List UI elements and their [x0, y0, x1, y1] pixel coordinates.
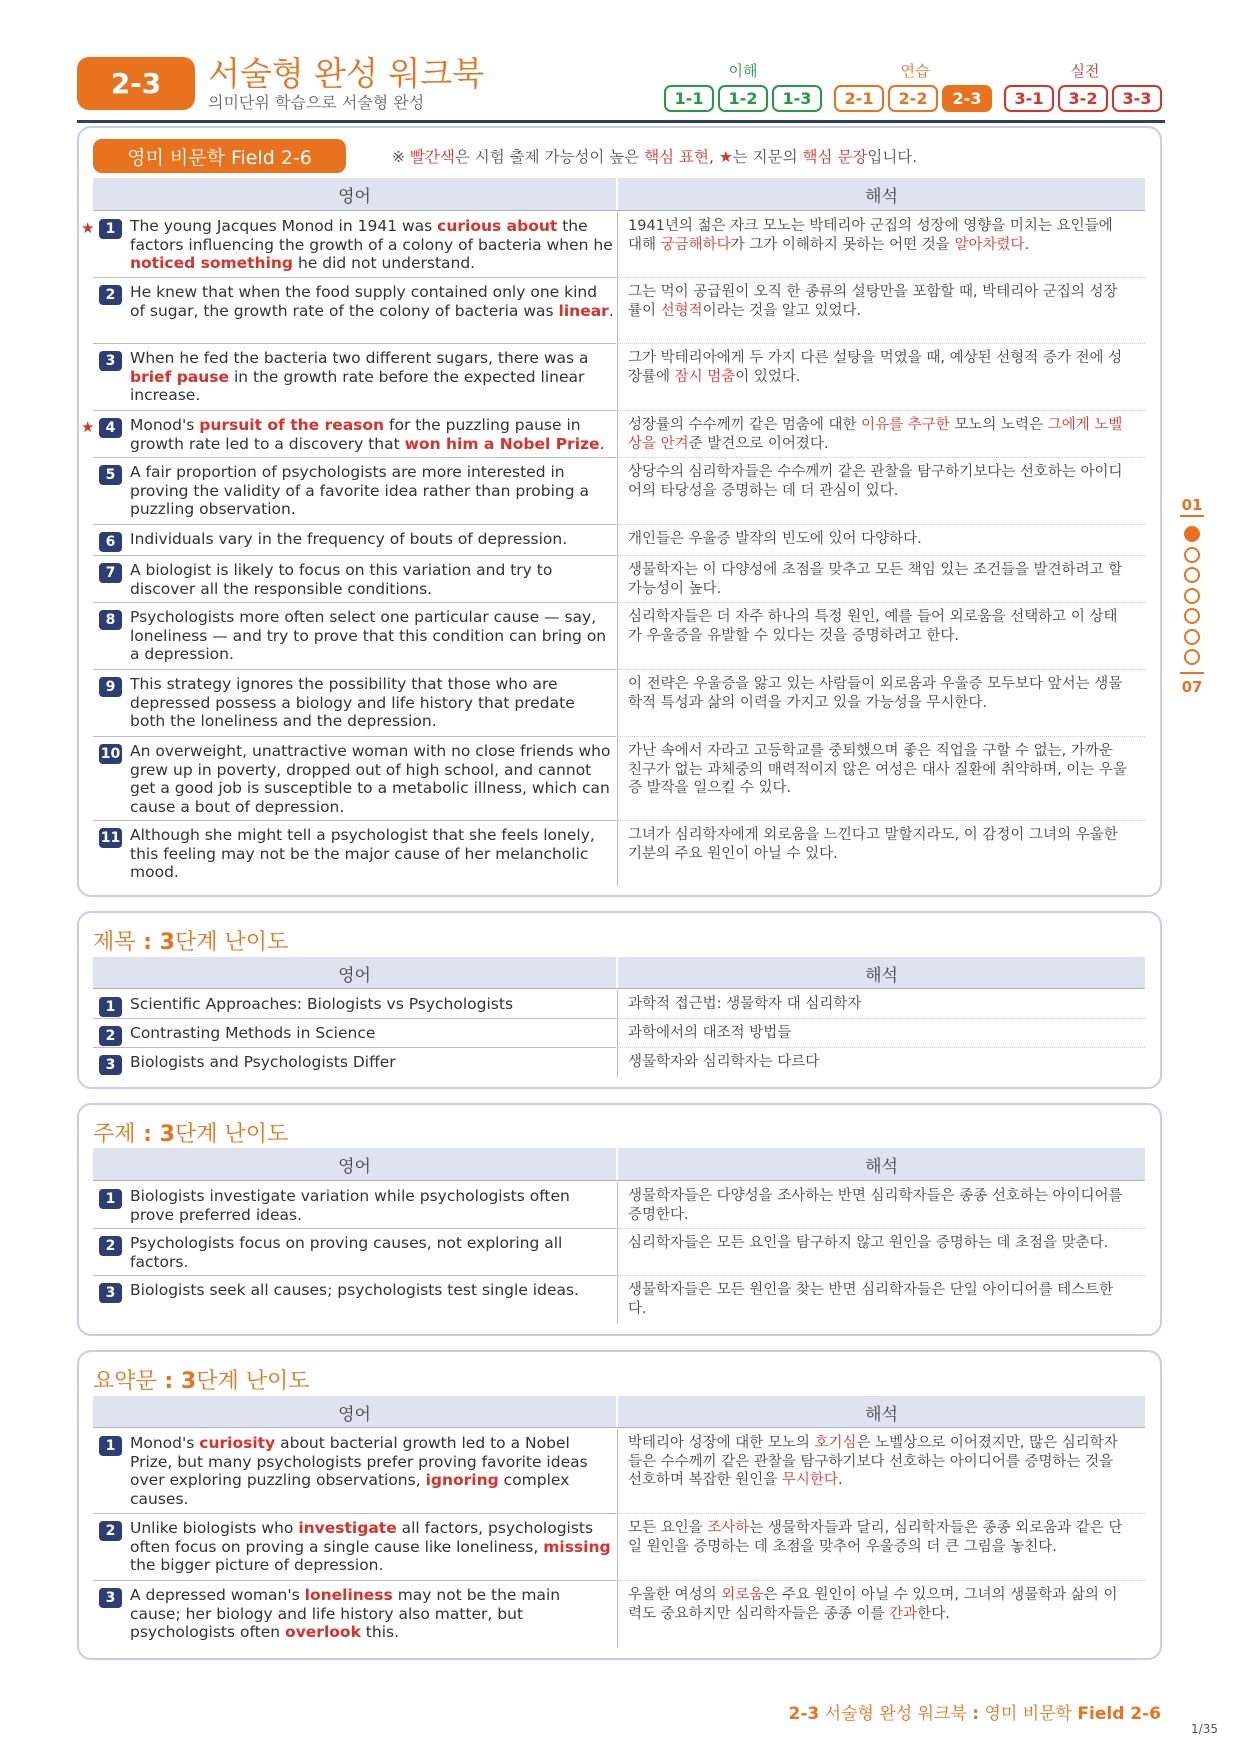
text-segment: 성장률의 수수께끼 같은 멈춤에 대한 [628, 417, 862, 433]
title-header-underline [93, 988, 1145, 989]
key-expression: 궁금해하다 [660, 236, 731, 253]
english-sentence [130, 283, 614, 320]
page-title: 서술형 완성 워크북 [208, 54, 485, 93]
sentence-row [93, 670, 1145, 737]
text-segment: 그는 먹이 공급원이 오직 한 종류의 설탕만을 포함할 때, 박테리아 군집의 성장률이 [628, 284, 1118, 319]
text-segment: Biologists seek all causes; psychologists test single ideas. [130, 1281, 579, 1299]
level-step-3-3[interactable]: 3-3 [1112, 85, 1162, 112]
text-segment: . [599, 434, 605, 453]
text-segment: 생물학자들은 다양성을 조사하는 반면 심리학자들은 종종 선호하는 아이디어를 증명한다. [628, 1188, 1123, 1223]
text-segment: Unlike biologists who [130, 1519, 299, 1537]
text-segment: An overweight, unattractive woman with no close friends who grew up in poverty, dropped out of high school, and cannot get a good job is susceptible to a metabolic illness, which can cause a bout of depression. [130, 742, 611, 816]
text-segment: 가난 속에서 자라고 고등학교를 중퇴했으며 좋은 직업을 구할 수 없는, 가까운 친구가 없는 과체중의 매력적이지 않은 여성은 대사 질환에 취약하며, 이는 우울증 발작을 일으킬 수 있다. [628, 743, 1127, 796]
progress-dot[interactable] [1184, 629, 1200, 645]
english-sentence [130, 675, 614, 731]
level-step-2-2[interactable]: 2-2 [888, 85, 938, 112]
key-expression: 외로움 [721, 1587, 764, 1603]
korean-translation [628, 416, 1128, 453]
header-divider [77, 120, 1165, 123]
sentence-row [93, 1581, 1145, 1648]
text-segment: Psychologists more often select one particular cause — say, loneliness — and try to prove that this condition can bring on a depression. [130, 608, 607, 663]
key-expression: won him a Nobel Prize [404, 434, 600, 453]
text-segment: 는 생물학자들과 달리, 심리학자들은 종종 외로움과 같은 단일 원인을 증명하는 데 초점을 맞추어 우울증의 더 큰 그림을 놓친다. [628, 1520, 1123, 1555]
level-step-1-2[interactable]: 1-2 [718, 85, 768, 112]
sentence-number: 3 [99, 1588, 122, 1608]
text-segment: 개인들은 우울증 발작의 빈도에 있어 다양하다. [628, 531, 922, 547]
sentence-row [93, 1048, 1145, 1077]
text-segment: in the growth rate before the expected linear increase. [130, 367, 585, 404]
sentence-number: 1 [99, 219, 122, 239]
title-column-english: 영어 [93, 957, 616, 989]
sentence-row [81, 212, 1145, 278]
text-segment: 박테리아 성장에 대한 모노의 [628, 1435, 815, 1451]
key-expression: 이유를 추구한 [861, 417, 950, 433]
sentence-row [93, 1429, 1145, 1514]
korean-translation [628, 1187, 1128, 1224]
text-segment: Psychologists focus on proving causes, not exploring all factors. [130, 1234, 563, 1271]
key-expression: loneliness [304, 1586, 393, 1604]
text-segment: A fair proportion of psychologists are more interested in proving the validity of a favorite idea rather than probing a puzzling observation. [130, 463, 589, 518]
korean-translation [628, 1053, 1128, 1072]
text-segment: . [608, 301, 614, 320]
korean-translation [628, 826, 1128, 863]
korean-translation [628, 1434, 1128, 1490]
sentence-number: 3 [99, 351, 122, 371]
sentence-row [93, 603, 1145, 670]
english-sentence [130, 1519, 614, 1575]
text-segment: 한다. [917, 1605, 950, 1622]
text-segment: 이 전략은 우울증을 앓고 있는 사람들이 외로움과 우울증 모두보다 앞서는 생물학적 특성과 삶의 이력을 가지고 있을 가능성을 무시한다. [628, 676, 1123, 711]
text-segment: 모든 요인을 [628, 1520, 708, 1536]
sentence-number: 1 [99, 1436, 122, 1456]
text-segment: Monod's [130, 1434, 200, 1452]
korean-translation [628, 1586, 1128, 1623]
text-segment: 과학적 접근법: 생물학자 대 심리학자 [628, 996, 862, 1012]
title-section-heading: 제목 : 3단계 난이도 [93, 930, 289, 955]
sentence-number: 4 [99, 418, 122, 438]
sentence-number: 2 [99, 1236, 122, 1256]
key-expression: noticed something [130, 254, 294, 272]
text-segment: 준 발견으로 이어졌다. [688, 435, 829, 452]
level-step-3-1[interactable]: 3-1 [1004, 85, 1054, 112]
title-column-translation: 해석 [618, 957, 1145, 989]
key-sentence-star-icon: ★ [81, 418, 95, 436]
key-expression: linear [558, 301, 609, 320]
text-segment: 가 그가 이해하지 못하는 어떤 것을 [730, 236, 955, 253]
text-segment: 1941년의 젊은 자크 모노는 박테리아 군집의 성장에 영향을 미치는 요인들에 대해 [628, 218, 1113, 253]
level-step-1-1[interactable]: 1-1 [664, 85, 714, 112]
key-expression: curiosity [199, 1434, 276, 1452]
text-segment: 생물학자는 이 다양성에 초점을 맞추고 모든 책임 있는 조건들을 발견하려고 할 가능성이 높다. [628, 562, 1123, 597]
text-segment: Individuals vary in the frequency of bouts of depression. [130, 530, 568, 548]
sentence-number: 1 [99, 997, 122, 1017]
korean-translation [628, 1281, 1128, 1318]
korean-translation [628, 463, 1128, 500]
text-segment: Biologists and Psychologists Differ [130, 1053, 396, 1071]
sentence-number: 11 [100, 830, 121, 846]
text-segment: 은 주요 원인이 아닐 수 있으며, 그녀의 생물학과 삶의 이력도 중요하지만 심리학자들은 종종 이를 [628, 1587, 1118, 1622]
level-group-understand: 이해 [728, 62, 758, 80]
text-segment: all factors, psychologists often focus on proving a single cause like loneliness, [130, 1519, 594, 1556]
key-expression: 무시한다 [781, 1472, 838, 1488]
legend-note: ※ 빨간색은 시험 출제 가능성이 높은 핵심 표현, ★는 지문의 핵심 문장입니다. [392, 148, 918, 166]
english-sentence [130, 1234, 614, 1271]
column-header-translation: 해석 [618, 178, 1145, 210]
text-segment: When he fed the bacteria two different sugars, there was a [130, 349, 589, 367]
text-segment: Scientific Approaches: Biologists vs Psychologists [130, 995, 514, 1013]
text-segment: 그녀가 심리학자에게 외로움을 느낀다고 말할지라도, 이 감정이 그녀의 우울한 기분의 주요 원인이 아닐 수 있다. [628, 827, 1118, 862]
english-sentence [130, 463, 614, 519]
text-segment: A depressed woman's [130, 1586, 305, 1604]
key-expression: 호기심 [814, 1435, 857, 1451]
korean-translation [628, 675, 1128, 712]
summary-column-translation: 해석 [618, 1396, 1145, 1428]
english-sentence [130, 826, 614, 882]
text-segment: 심리학자들은 모든 요인을 탐구하지 않고 원인을 증명하는 데 초점을 맞춘다. [628, 1235, 1109, 1251]
english-sentence [130, 217, 614, 273]
sentence-row [93, 1229, 1145, 1276]
korean-translation [628, 283, 1128, 320]
sentence-row [93, 344, 1145, 411]
level-step-1-3[interactable]: 1-3 [772, 85, 822, 112]
text-segment: He knew that when the food supply contained only one kind of sugar, the growth rate of the colony of bacteria was [130, 283, 598, 320]
sentence-row [93, 278, 1145, 344]
sentence-number: 5 [99, 465, 122, 485]
progress-dot[interactable] [1184, 526, 1200, 542]
text-segment: Contrasting Methods in Science [130, 1024, 376, 1042]
text-segment: A biologist is likely to focus on this variation and try to discover all the responsible conditions. [130, 561, 553, 598]
key-expression: overlook [285, 1623, 361, 1641]
text-segment: 생물학자와 심리학자는 다르다 [628, 1054, 820, 1070]
page-number: 1/35 [1191, 1722, 1218, 1736]
theme-column-english: 영어 [93, 1148, 616, 1180]
korean-translation [628, 1519, 1128, 1556]
text-segment: . [1024, 236, 1030, 253]
english-sentence [130, 1187, 614, 1224]
text-segment: 모노의 노력은 [949, 417, 1048, 433]
key-sentence-star-icon: ★ [81, 219, 95, 237]
key-expression: 조사하 [707, 1520, 750, 1536]
text-segment: he did not understand. [293, 254, 476, 272]
korean-translation [628, 995, 1128, 1014]
korean-translation [628, 1024, 1128, 1043]
text-segment: 은 노벨상으로 이어졌지만, 많은 심리학자들은 수수께끼 같은 관찰을 탐구하기보다 선호하는 아이디어를 증명하는 것을 선호하며 복잡한 원인을 [628, 1435, 1118, 1488]
text-segment: This strategy ignores the possibility that those who are depressed possess a biology and life history that predate both the loneliness and the depression. [130, 675, 575, 730]
text-segment: Although she might tell a psychologist that she feels lonely, this feeling may not be the major cause of her melancholic mood. [130, 826, 595, 881]
text-segment: may not be the main cause; her biology and life history also matter, but psychologists often [130, 1586, 561, 1641]
korean-translation [628, 217, 1128, 254]
text-segment: 이라는 것을 알고 있었다. [702, 302, 862, 319]
text-segment: The young Jacques Monod in 1941 was [130, 217, 438, 235]
english-sentence [130, 742, 614, 816]
text-segment: 그가 박테리아에게 두 가지 다른 설탕을 먹였을 때, 예상된 선형적 증가 전에 성장률에 [628, 350, 1123, 385]
unit-badge: 2-3 [77, 57, 195, 110]
sentence-number: 2 [99, 1521, 122, 1541]
english-sentence [130, 530, 614, 549]
text-segment: the factors influencing the growth of a colony of bacteria when he [130, 217, 613, 254]
english-sentence [130, 995, 614, 1014]
text-segment: Monod's [130, 416, 200, 434]
english-sentence [130, 1024, 614, 1043]
progress-dot[interactable] [1184, 567, 1200, 583]
theme-header-underline [93, 1180, 1145, 1181]
key-expression: brief pause [130, 367, 230, 386]
progress-dot[interactable] [1184, 608, 1200, 624]
level-step-2-1[interactable]: 2-1 [834, 85, 884, 112]
sentence-number: 2 [99, 285, 122, 305]
sentence-number: 2 [99, 1026, 122, 1046]
sentence-row [93, 1019, 1145, 1048]
key-expression: 알아차렸다 [954, 236, 1025, 253]
key-expression: 그에게 노벨상을 안겨 [628, 417, 1123, 452]
key-expression: missing [543, 1537, 611, 1556]
english-sentence [130, 1434, 614, 1508]
sentence-number: 10 [100, 746, 121, 762]
column-header-english: 영어 [93, 178, 616, 210]
key-expression: investigate [298, 1519, 397, 1537]
english-sentence [130, 608, 614, 664]
progress-bottom-bar [1180, 672, 1204, 674]
korean-translation [628, 561, 1128, 598]
korean-translation [628, 349, 1128, 386]
korean-translation [628, 742, 1128, 798]
key-expression: ignoring [425, 1471, 499, 1489]
text-segment: 우울한 여성의 [628, 1587, 722, 1603]
text-segment: 과학에서의 대조적 방법들 [628, 1025, 792, 1041]
level-step-2-3[interactable]: 2-3 [942, 85, 992, 112]
english-sentence [130, 1586, 614, 1642]
sentence-number: 1 [99, 1189, 122, 1209]
english-sentence [130, 1281, 614, 1300]
sentence-row [93, 1182, 1145, 1229]
field-tag: 영미 비문학 Field 2-6 [93, 139, 346, 173]
sentence-row [93, 556, 1145, 603]
footer-caption: 2-3 서술형 완성 워크북 : 영미 비문학 Field 2-6 [788, 1704, 1161, 1724]
key-expression: 간과 [889, 1605, 918, 1622]
sentence-number: 9 [99, 677, 122, 697]
english-sentence [130, 416, 614, 453]
korean-translation [628, 1234, 1128, 1253]
sentence-row [93, 1276, 1145, 1324]
level-step-3-2[interactable]: 3-2 [1058, 85, 1108, 112]
key-expression: curious about [437, 217, 558, 235]
sentence-number: 3 [99, 1055, 122, 1075]
text-segment: this. [360, 1623, 400, 1641]
progress-dot[interactable] [1184, 649, 1200, 665]
korean-translation [628, 530, 1128, 549]
level-group-real: 실전 [1070, 62, 1100, 80]
key-expression: pursuit of the reason [199, 416, 385, 434]
sentence-number: 6 [99, 532, 122, 552]
text-segment: complex causes. [130, 1471, 570, 1508]
text-segment: the bigger picture of depression. [130, 1556, 384, 1574]
text-segment: . [837, 1472, 843, 1488]
english-sentence [130, 1053, 614, 1072]
theme-column-translation: 해석 [618, 1148, 1145, 1180]
summary-section-heading: 요약문 : 3단계 난이도 [93, 1369, 310, 1394]
progress-end-label: 07 [1181, 678, 1203, 696]
header-underline [93, 210, 1145, 211]
sentence-row [93, 458, 1145, 525]
sentence-row [81, 411, 1145, 458]
key-expression: 잠시 멈춤 [674, 368, 736, 385]
sentence-number: 8 [99, 610, 122, 630]
sentence-row [93, 821, 1145, 887]
progress-start-label: 01 [1181, 496, 1203, 514]
text-segment: 이 있었다. [735, 368, 801, 385]
text-segment: 생물학자들은 모든 원인을 찾는 반면 심리학자들은 단일 아이디어를 테스트한다. [628, 1282, 1114, 1317]
sentence-row [93, 1514, 1145, 1581]
progress-dot[interactable] [1184, 588, 1200, 604]
sentence-number: 3 [99, 1283, 122, 1303]
sentence-row [93, 737, 1145, 821]
summary-header-underline [93, 1427, 1145, 1428]
progress-dot[interactable] [1184, 547, 1200, 563]
text-segment: for the puzzling pause in growth rate led to a discovery that [130, 416, 581, 453]
text-segment: Biologists investigate variation while psychologists often prove preferred ideas. [130, 1187, 570, 1224]
text-segment: 상당수의 심리학자들은 수수께끼 같은 관찰을 탐구하기보다는 선호하는 아이디어의 타당성을 증명하는 데 더 관심이 있다. [628, 464, 1123, 499]
level-group-practice: 연습 [900, 62, 930, 80]
theme-section-heading: 주제 : 3단계 난이도 [93, 1122, 289, 1147]
text-segment: about bacterial growth led to a Nobel Prize, but many psychologists prefer proving favorite ideas over exploring puzzling observations, [130, 1434, 588, 1489]
summary-column-english: 영어 [93, 1396, 616, 1428]
progress-top-bar [1180, 515, 1204, 517]
key-expression: 선형적 [660, 302, 703, 319]
korean-translation [628, 608, 1128, 645]
sentence-row [93, 990, 1145, 1019]
english-sentence [130, 561, 614, 598]
sentence-row [93, 525, 1145, 556]
text-segment: 심리학자들은 더 자주 하나의 특정 원인, 예를 들어 외로움을 선택하고 이 상태가 우울증을 유발할 수 있다는 것을 증명하려고 한다. [628, 609, 1118, 644]
english-sentence [130, 349, 614, 405]
sentence-number: 7 [99, 563, 122, 583]
page-subtitle: 의미단위 학습으로 서술형 완성 [208, 93, 425, 112]
